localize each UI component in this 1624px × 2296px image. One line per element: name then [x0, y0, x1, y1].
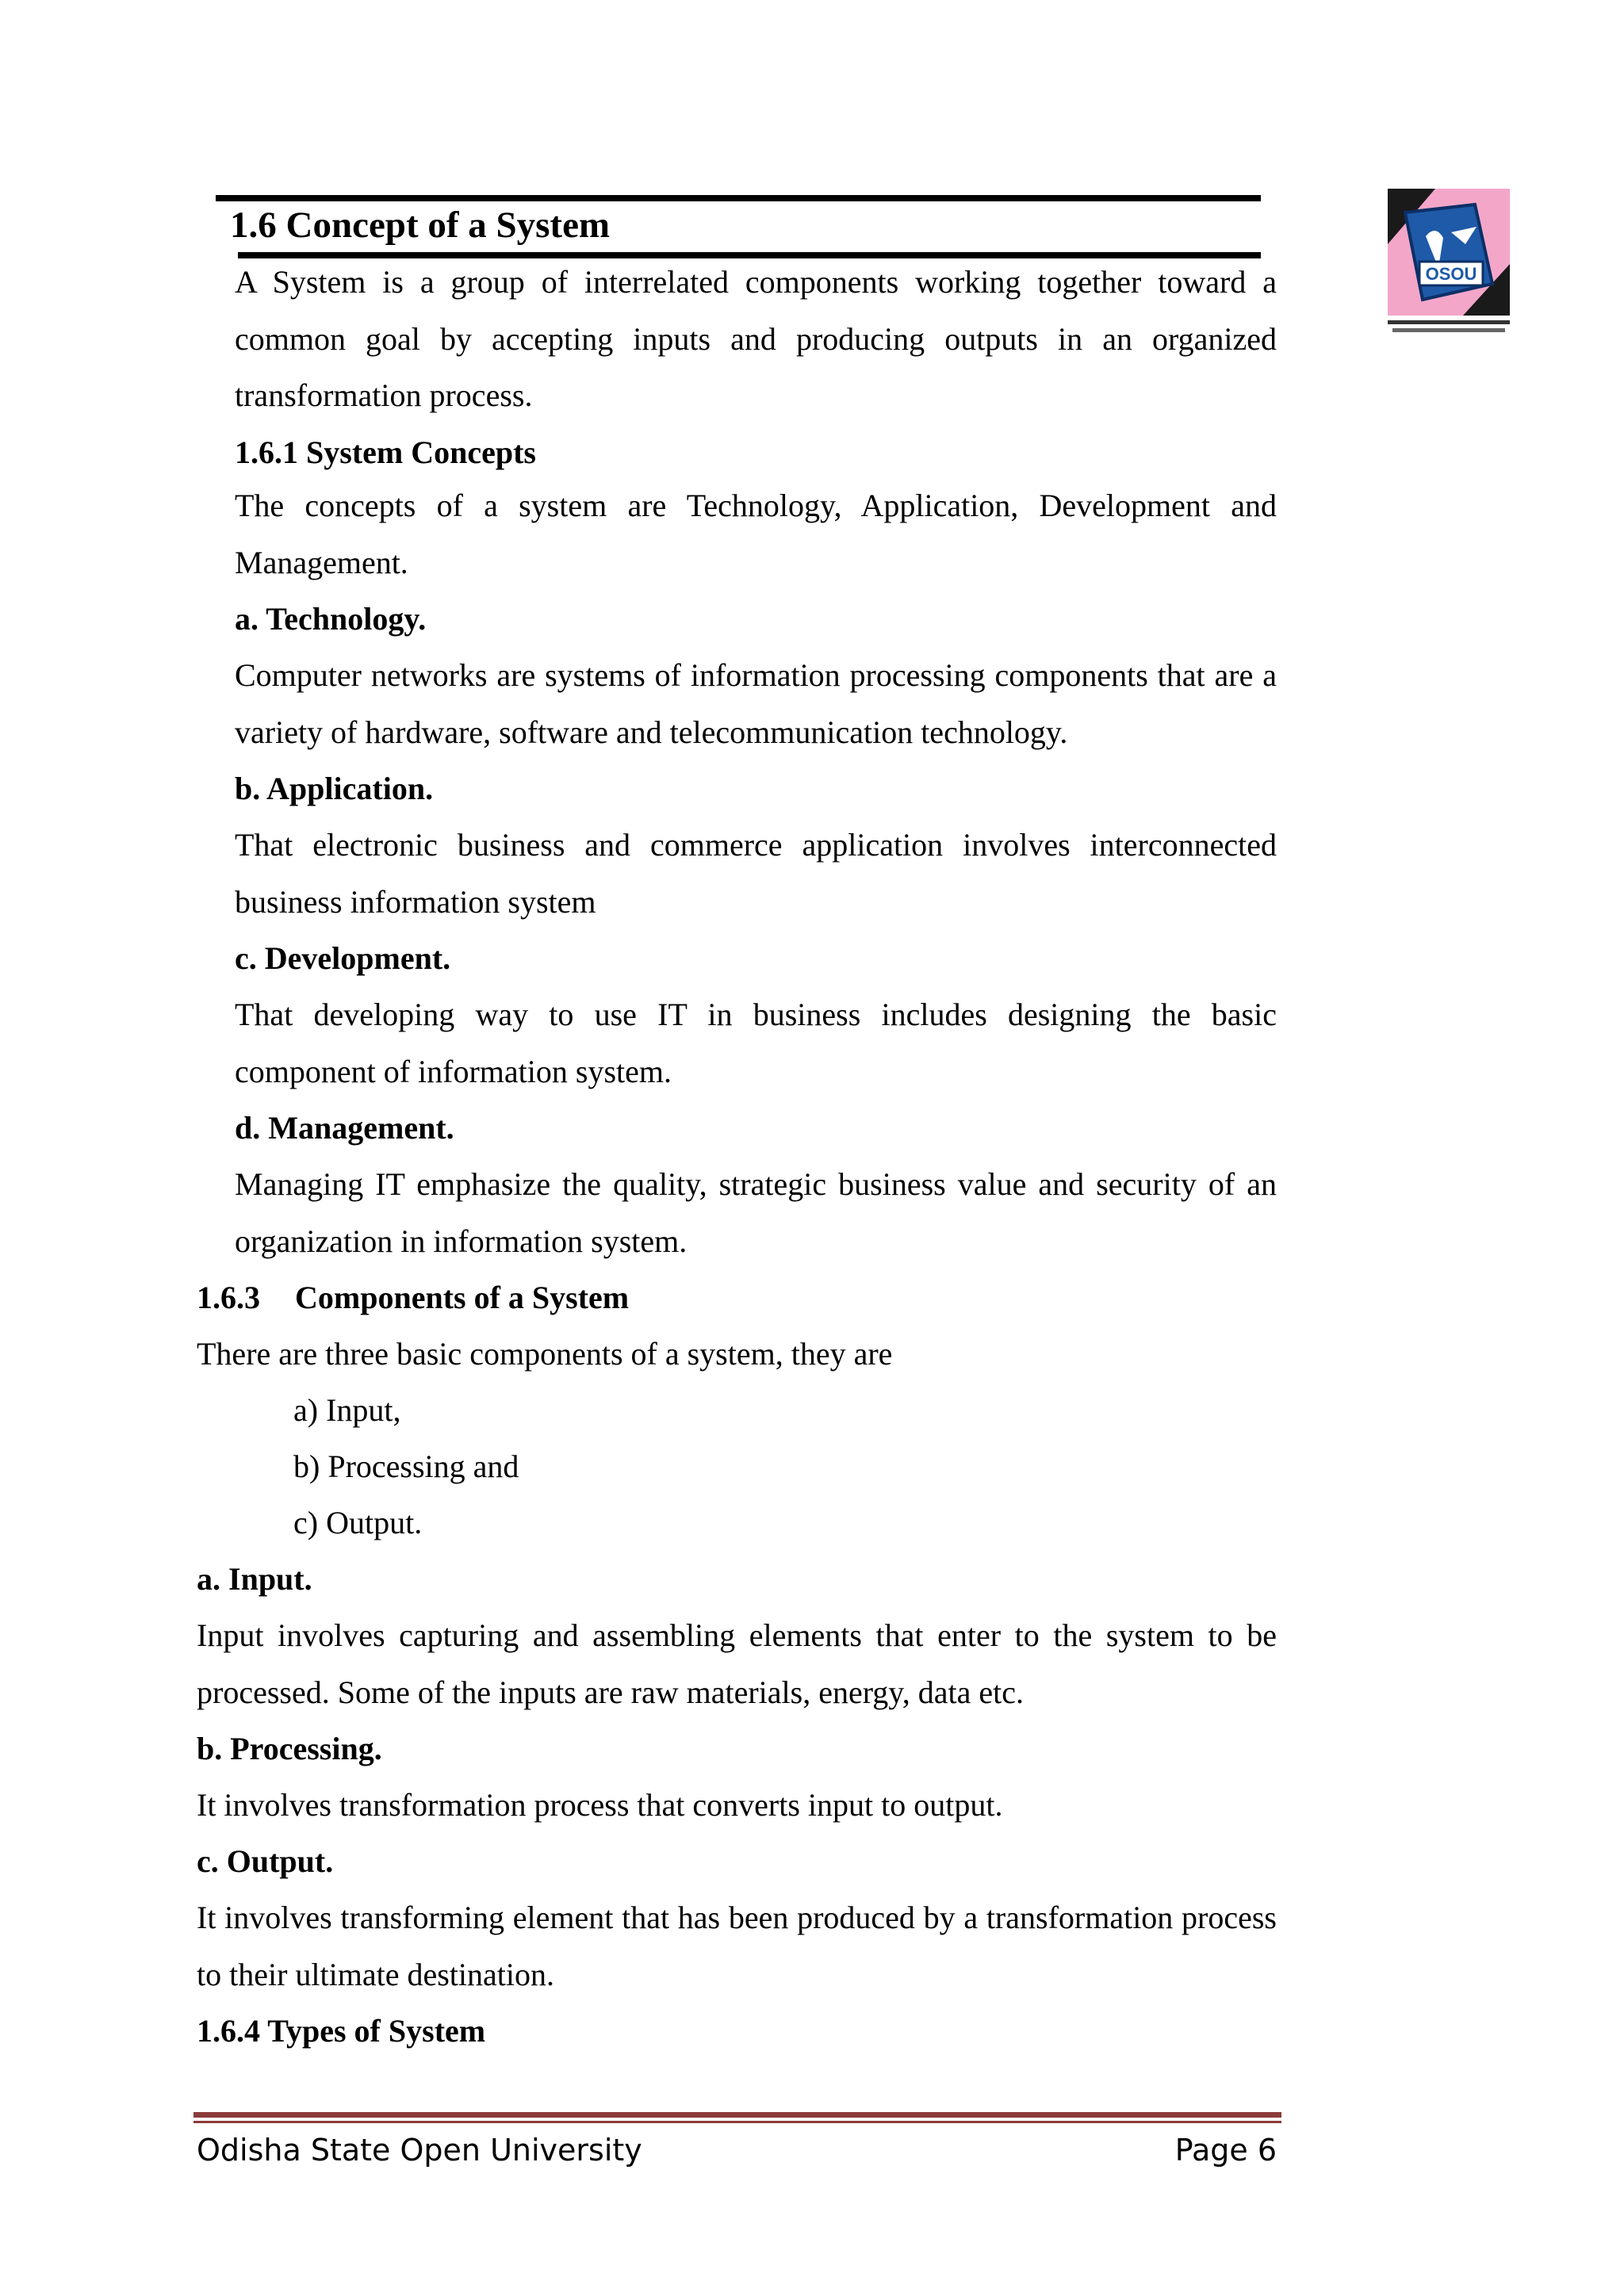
concept-heading-technology: a. Technology.: [235, 601, 427, 637]
osou-logo: [1388, 189, 1510, 336]
concept-text-management: Managing IT emphasize the quality, strategic business value and security of an organization in information system.: [235, 1166, 1277, 1259]
concept-text-technology: Computer networks are systems of information processing components that are a variety of hardware, software and telecommunication technology.: [235, 657, 1277, 750]
components-intro: There are three basic components of a system, they are: [197, 1336, 893, 1372]
component-text-output: It involves transforming element that has been produced by a transformation process to their ultimate destination.: [197, 1900, 1277, 1992]
components-title: Components of a System: [295, 1280, 630, 1315]
system-concepts-intro: The concepts of a system are Technology, Application, Development and Management.: [235, 488, 1277, 580]
concept-heading-application: b. Application.: [235, 771, 434, 806]
footer-rule-thin: [193, 2121, 1281, 2123]
logo-text: OSOU: [1425, 264, 1477, 284]
subsection-heading-system-concepts: 1.6.1 System Concepts: [235, 434, 536, 470]
concept-text-application: That electronic business and commerce application involves interconnected business information system: [235, 827, 1277, 920]
subsection-heading-components: [197, 1269, 1277, 1326]
component-heading-output: c. Output.: [197, 1843, 334, 1879]
components-number: 1.6.3: [197, 1280, 260, 1315]
footer-rule-thick: [193, 2112, 1281, 2118]
footer-page-number: Page 6: [1174, 2133, 1277, 2168]
component-text-processing: It involves transformation process that converts input to output.: [197, 1787, 1003, 1823]
subsection-heading-types: 1.6.4 Types of System: [197, 2013, 486, 2049]
section-intro: A System is a group of interrelated components working together toward a common goal by accepting inputs and producing outputs in an organized transformation process.: [235, 264, 1277, 413]
components-list-item-input: a) Input,: [293, 1392, 401, 1428]
section-title: 1.6 Concept of a System: [230, 205, 611, 246]
footer-university: Odisha State Open University: [197, 2133, 642, 2168]
component-heading-input: a. Input.: [197, 1561, 312, 1597]
concept-text-development: That developing way to use IT in business includes designing the basic component of information system.: [235, 997, 1277, 1089]
concept-heading-development: c. Development.: [235, 940, 451, 976]
concept-heading-management: d. Management.: [235, 1110, 454, 1146]
components-list-item-processing: b) Processing and: [293, 1448, 519, 1484]
component-text-input: Input involves capturing and assembling elements that enter to the system to be processed. Some of the inputs are raw materials, energy, data etc.: [197, 1617, 1277, 1710]
components-list-item-output: c) Output.: [293, 1505, 423, 1540]
component-heading-processing: b. Processing.: [197, 1731, 382, 1766]
